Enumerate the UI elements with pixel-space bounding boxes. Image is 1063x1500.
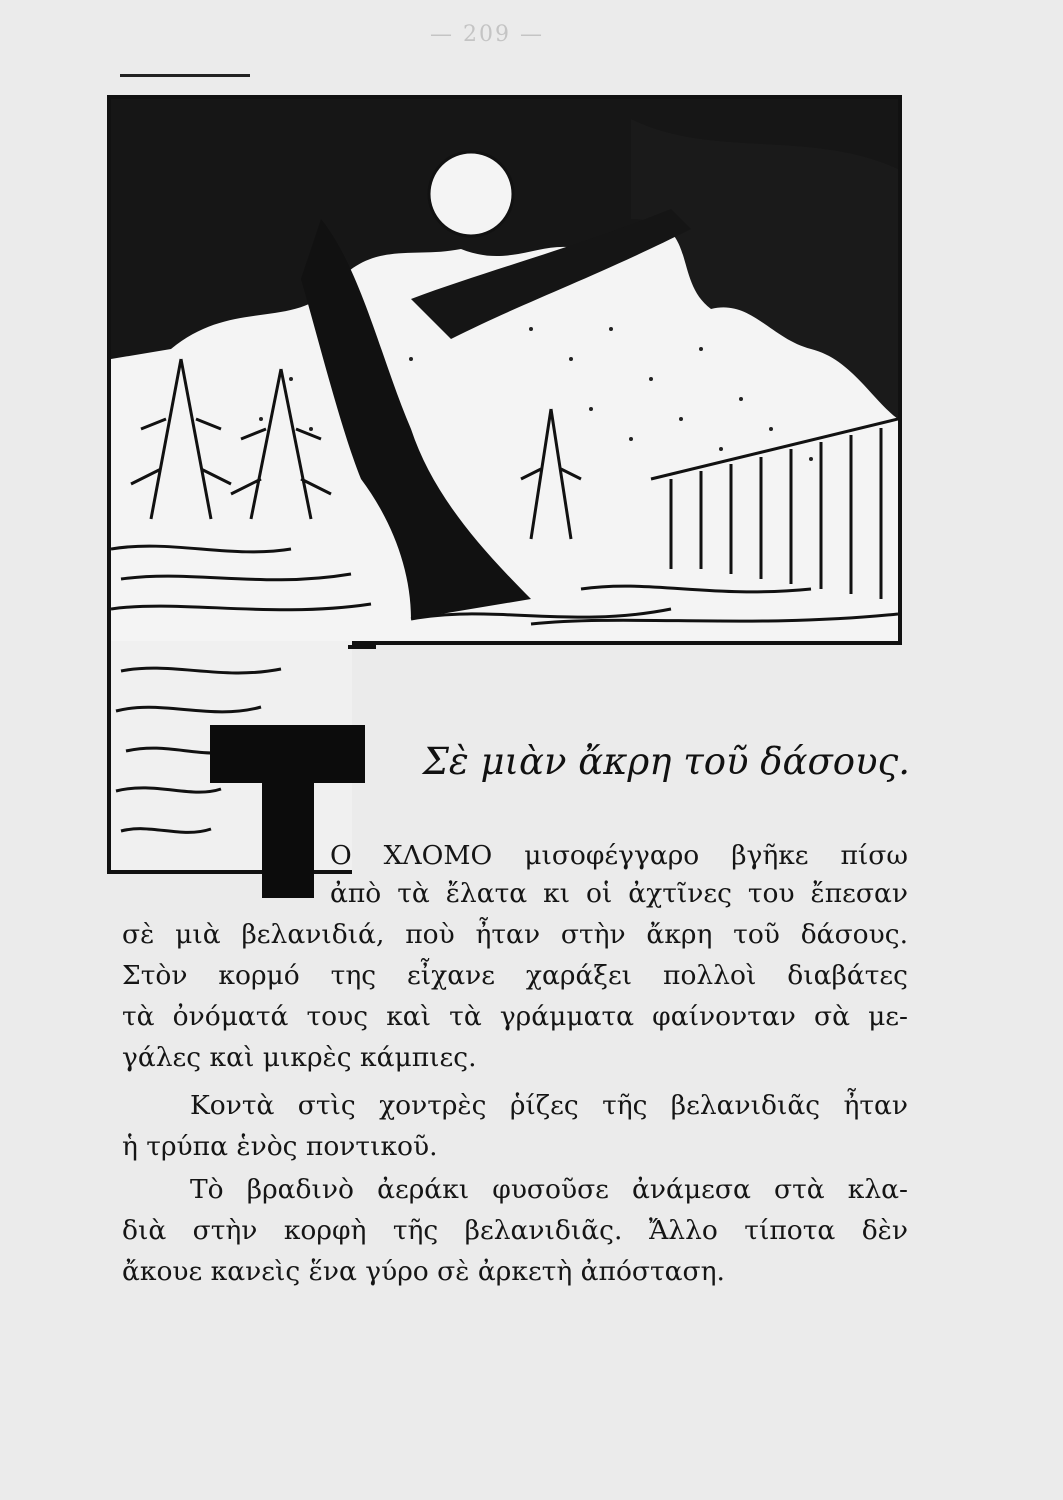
- paragraph-3-line-3: ἄκουε κανεὶς ἕνα γύρο σὲ ἀρκετὴ ἀπόσταση.: [122, 1256, 725, 1287]
- drop-cap-letter: [210, 725, 365, 898]
- paragraph-3-line-1: Τὸ βραδινὸ ἀεράκι φυσοῦσε ἀνάμεσα στὰ κλα-: [190, 1174, 908, 1205]
- paragraph-1-line-4: Στὸν κορμό της εἶχανε χαράξει πολλοὶ διαβάτες: [122, 960, 908, 991]
- paragraph-3-line-2: διὰ στὴν κορφὴ τῆς βελανιδιᾶς. Ἄλλο τίποτα δὲν: [122, 1215, 908, 1246]
- paragraph-2-line-1: Κοντὰ στὶς χοντρὲς ῥίζες τῆς βελανιδιᾶς ἦταν: [190, 1090, 908, 1121]
- paragraph-1-line-1: Ο ΧΛΟΜΟ μισοφέγγαρο βγῆκε πίσω: [330, 840, 908, 871]
- paragraph-1-line-2: ἀπὸ τὰ ἔλατα κι οἱ ἀχτῖνες του ἔπεσαν: [330, 878, 908, 909]
- paragraph-1-line-6: γάλες καὶ μικρὲς κάμπιες.: [122, 1042, 477, 1073]
- paragraph-2-line-2: ἡ τρύπα ἑνὸς ποντικοῦ.: [122, 1131, 438, 1162]
- paragraph-1-line-5: τὰ ὀνόματά τους καὶ τὰ γράμματα φαίνονταν σὰ με-: [122, 1001, 908, 1032]
- top-rule: [120, 74, 250, 77]
- moonlit-oak-tree-illustration: [111, 99, 898, 641]
- frame-stub: [348, 645, 376, 649]
- paragraph-1-line-3: σὲ μιὰ βελανιδιά, ποὺ ἦταν στὴν ἄκρη τοῦ δάσους.: [122, 919, 908, 950]
- chapter-title: Σὲ μιὰν ἄκρη τοῦ δάσους.: [422, 740, 910, 783]
- drop-cap-stem: [262, 725, 314, 898]
- page-number: — 209 —: [430, 22, 544, 47]
- illustration-frame: [107, 95, 902, 645]
